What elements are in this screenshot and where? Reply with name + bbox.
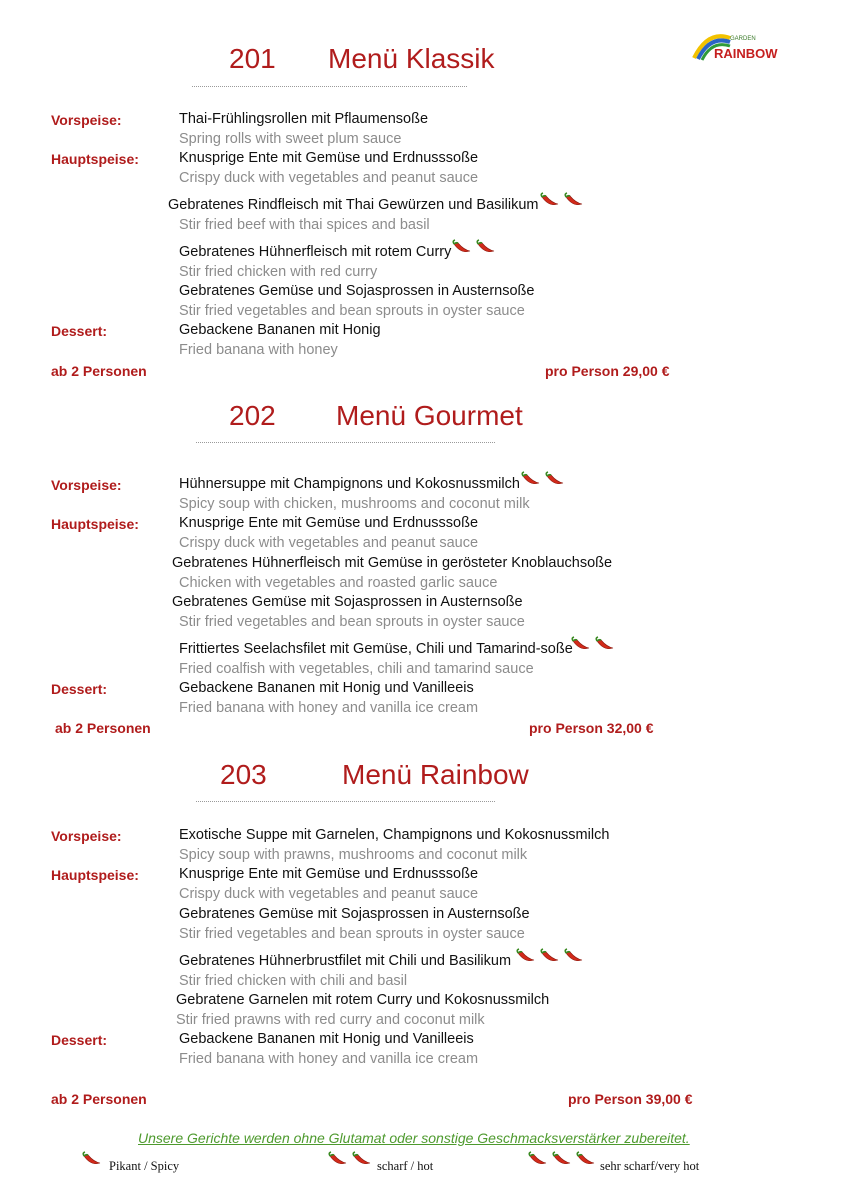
- spice-indicator: [519, 471, 565, 487]
- dessert-label: Dessert:: [51, 323, 108, 339]
- chili-icon: [514, 948, 536, 964]
- spice-indicator: [538, 192, 584, 208]
- legend-hot-icon: [326, 1151, 372, 1167]
- main-label: Hauptspeise:: [51, 516, 139, 532]
- menu-title: Menü Rainbow: [342, 759, 529, 790]
- dish-translation: Spicy soup with chicken, mushrooms and coconut milk: [179, 496, 530, 512]
- dessert-label: Dessert:: [51, 681, 108, 697]
- min-persons: ab 2 Personen: [51, 1091, 147, 1107]
- dish-translation: Fried banana with honey: [179, 342, 338, 358]
- dish-name: Gebratenes Hühnerbrustfilet mit Chili und Basilikum: [179, 953, 512, 969]
- dish-translation: Fried coalfish with vegetables, chili and tamarind sauce: [179, 661, 534, 677]
- chili-icon: [562, 948, 584, 964]
- dish-name: Knusprige Ente mit Gemüse und Erdnusssoße: [179, 866, 479, 882]
- legend-spicy-icon: [80, 1151, 102, 1167]
- dish-name: Gebackene Bananen mit Honig: [179, 322, 381, 338]
- dish-translation: Stir fried chicken with red curry: [179, 264, 378, 280]
- rainbow-logo: [688, 28, 778, 64]
- chili-icon: [593, 636, 615, 652]
- spice-indicator: [569, 636, 615, 652]
- dish-name: Knusprige Ente mit Gemüse und Erdnusssoße: [179, 150, 479, 166]
- legend-hot-label: scharf / hot: [377, 1159, 434, 1173]
- dish-name: Frittiertes Seelachsfilet mit Gemüse, Chili und Tamarind-soße: [179, 641, 573, 657]
- main-label: Hauptspeise:: [51, 151, 139, 167]
- chili-icon: [326, 1151, 348, 1167]
- price-per-person: pro Person 29,00 €: [545, 363, 670, 379]
- dish-name: Knusprige Ente mit Gemüse und Erdnusssoße: [179, 515, 479, 531]
- dish-name: Gebackene Bananen mit Honig und Vanilleeis: [179, 1031, 474, 1047]
- legend-very-hot-icon: [526, 1151, 596, 1167]
- menu-title: Menü Klassik: [328, 43, 495, 74]
- title-divider: [196, 442, 495, 443]
- min-persons: ab 2 Personen: [51, 363, 147, 379]
- dish-name: Gebackene Bananen mit Honig und Vanilleeis: [179, 680, 474, 696]
- min-persons: ab 2 Personen: [55, 720, 151, 736]
- dish-name: Gebratenes Gemüse mit Sojasprossen in Austernsoße: [179, 906, 530, 922]
- dish-name: Hühnersuppe mit Champignons und Kokosnussmilch: [179, 476, 520, 492]
- title-divider: [196, 801, 495, 802]
- dish-name: Gebratene Garnelen mit rotem Curry und Kokosnussmilch: [176, 992, 550, 1008]
- chili-icon: [574, 1151, 596, 1167]
- dish-name: Exotische Suppe mit Garnelen, Champignons und Kokosnussmilch: [179, 827, 610, 843]
- dish-name: Gebratenes Gemüse mit Sojasprossen in Austernsoße: [172, 594, 523, 610]
- dish-translation: Fried banana with honey and vanilla ice cream: [179, 1051, 479, 1067]
- dessert-label: Dessert:: [51, 1032, 108, 1048]
- price-per-person: pro Person 32,00 €: [529, 720, 654, 736]
- chili-icon: [569, 636, 591, 652]
- dish-name: Gebratenes Hühnerfleisch mit Gemüse in gerösteter Knoblauchsoße: [172, 555, 613, 571]
- starter-label: Vorspeise:: [51, 828, 122, 844]
- dish-name: Gebratenes Rindfleisch mit Thai Gewürzen und Basilikum: [168, 197, 539, 213]
- price-per-person: pro Person 39,00 €: [568, 1091, 693, 1107]
- dish-translation: Fried banana with honey and vanilla ice cream: [179, 700, 479, 716]
- dish-translation: Chicken with vegetables and roasted garlic sauce: [179, 575, 498, 591]
- dish-translation: Stir fried chicken with chili and basil: [179, 973, 408, 989]
- chili-icon: [526, 1151, 548, 1167]
- dish-translation: Spring rolls with sweet plum sauce: [179, 131, 402, 147]
- chili-icon: [538, 948, 560, 964]
- dish-translation: Crispy duck with vegetables and peanut sauce: [179, 886, 479, 902]
- logo-text: RAINBOW: [714, 46, 778, 61]
- legend-spicy-label: Pikant / Spicy: [109, 1159, 180, 1173]
- menu-number: 201: [229, 43, 276, 74]
- chili-icon: [474, 239, 496, 255]
- chili-icon: [350, 1151, 372, 1167]
- dish-translation: Stir fried beef with thai spices and basil: [179, 217, 430, 233]
- chili-icon: [543, 471, 565, 487]
- menu-number: 203: [220, 759, 267, 790]
- logo-small-text: GARDEN: [730, 36, 756, 42]
- chili-icon: [519, 471, 541, 487]
- chili-icon: [562, 192, 584, 208]
- spice-indicator: [514, 948, 584, 964]
- dish-translation: Crispy duck with vegetables and peanut sauce: [179, 170, 479, 186]
- dish-translation: Crispy duck with vegetables and peanut sauce: [179, 535, 479, 551]
- starter-label: Vorspeise:: [51, 477, 122, 493]
- spice-indicator: [450, 239, 496, 255]
- menu-title: Menü Gourmet: [336, 400, 523, 431]
- dish-name: Gebratenes Hühnerfleisch mit rotem Curry: [179, 244, 452, 260]
- chili-icon: [550, 1151, 572, 1167]
- starter-label: Vorspeise:: [51, 112, 122, 128]
- chili-icon: [80, 1151, 102, 1167]
- main-label: Hauptspeise:: [51, 867, 139, 883]
- chili-icon: [450, 239, 472, 255]
- dish-translation: Stir fried vegetables and bean sprouts in oyster sauce: [179, 926, 525, 942]
- dish-name: Gebratenes Gemüse und Sojasprossen in Austernsoße: [179, 283, 535, 299]
- dish-name: Thai-Frühlingsrollen mit Pflaumensoße: [179, 111, 429, 127]
- dish-translation: Stir fried vegetables and bean sprouts in oyster sauce: [179, 303, 525, 319]
- dish-translation: Stir fried vegetables and bean sprouts in oyster sauce: [179, 614, 525, 630]
- menu-number: 202: [229, 400, 276, 431]
- chili-icon: [538, 192, 560, 208]
- legend-very-hot-label: sehr scharf/very hot: [600, 1159, 700, 1173]
- no-msg-note: Unsere Gerichte werden ohne Glutamat oder sonstige Geschmacksverstärker zubereitet.: [138, 1130, 690, 1146]
- dish-translation: Spicy soup with prawns, mushrooms and coconut milk: [179, 847, 528, 863]
- dish-translation: Stir fried prawns with red curry and coconut milk: [176, 1012, 485, 1028]
- title-divider: [192, 86, 467, 87]
